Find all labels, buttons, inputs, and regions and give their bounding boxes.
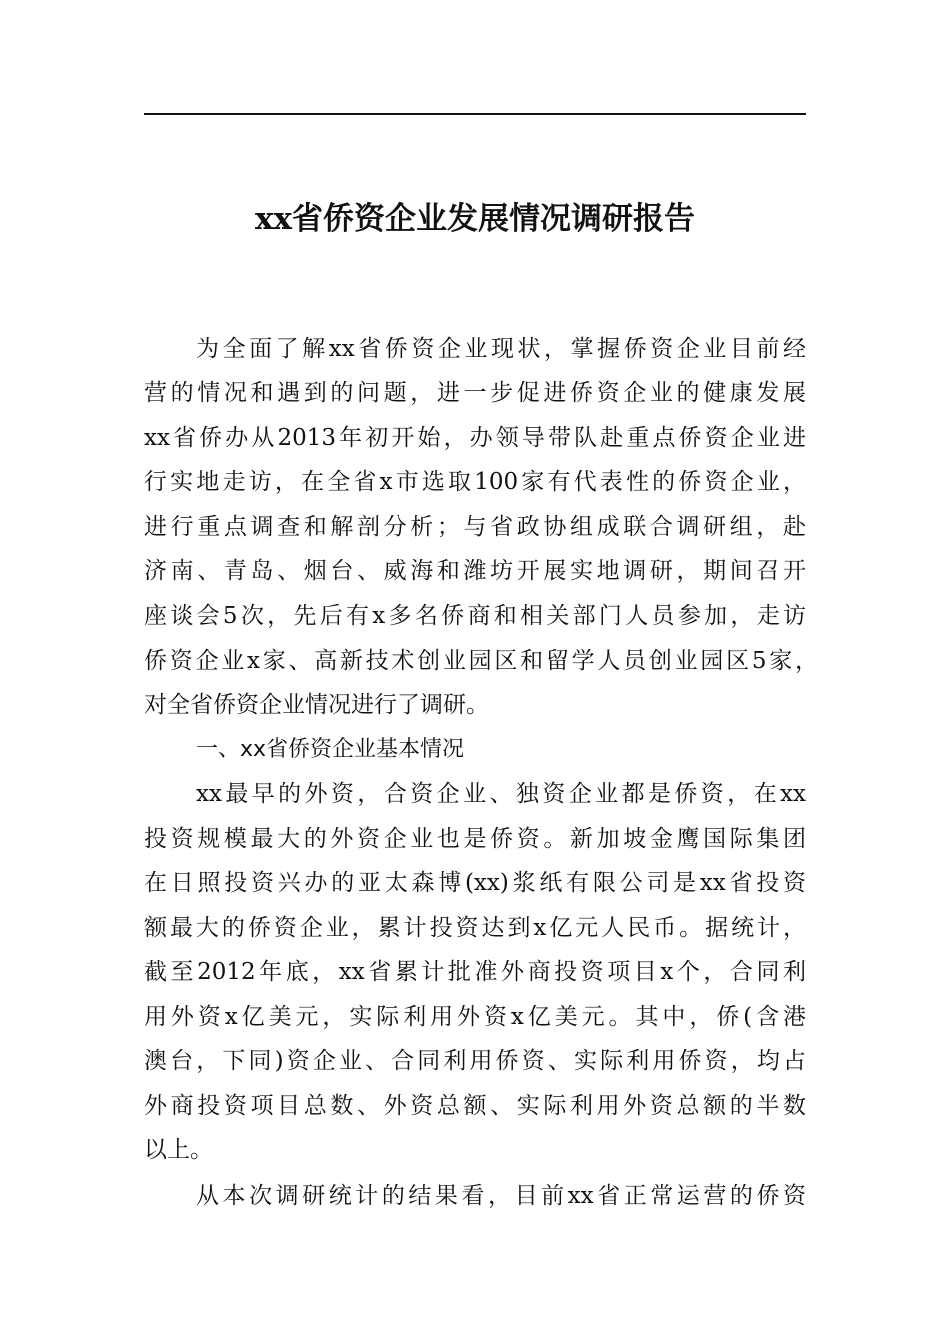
paragraph-2-line-7: 澳台，下同)资企业、合同利用侨资、实际利用侨资，均占 <box>144 1048 806 1074</box>
paragraph-2-line-9: 以上。 <box>144 1137 213 1163</box>
paragraph-1-line-8: 侨资企业x家、高新技术创业园区和留学人员创业园区5家， <box>144 648 818 674</box>
header-rule <box>144 113 806 115</box>
paragraph-2-line-1: xx最早的外资，合资企业、独资企业都是侨资，在xx <box>196 781 806 807</box>
paragraph-2-line-5: 截至2012年底，xx省累计批准外商投资项目x个，合同利 <box>144 959 806 985</box>
paragraph-2-line-3: 在日照投资兴办的亚太森博(xx)浆纸有限公司是xx省投资 <box>144 870 806 896</box>
paragraph-2-line-6: 用外资x亿美元，实际利用外资x亿美元。其中，侨(含港 <box>144 1004 806 1030</box>
document-title: xx省侨资企业发展情况调研报告 <box>255 201 695 237</box>
paragraph-2-line-4: 额最大的侨资企业，累计投资达到x亿元人民币。据统计， <box>144 915 806 941</box>
paragraph-3-line-1: 从本次调研统计的结果看，目前xx省正常运营的侨资 <box>196 1183 806 1209</box>
paragraph-1-line-5: 进行重点调查和解剖分析；与省政协组成联合调研组，赴 <box>144 514 806 540</box>
section-1-heading: 一、xx省侨资企业基本情况 <box>196 737 465 762</box>
paragraph-1-line-1: 为全面了解xx省侨资企业现状，掌握侨资企业目前经 <box>196 336 806 362</box>
paragraph-1-line-2: 营的情况和遇到的问题，进一步促进侨资企业的健康发展 <box>144 380 806 406</box>
paragraph-1-line-9: 对全省侨资企业情况进行了调研。 <box>144 692 489 718</box>
paragraph-1-line-4: 行实地走访，在全省x市选取100家有代表性的侨资企业， <box>144 469 806 495</box>
paragraph-1-line-3: xx省侨办从2013年初开始，办领导带队赴重点侨资企业进 <box>144 425 806 451</box>
paragraph-1-line-6: 济南、青岛、烟台、威海和潍坊开展实地调研，期间召开 <box>144 558 806 584</box>
paragraph-1-line-7: 座谈会5次，先后有x多名侨商和相关部门人员参加，走访 <box>144 603 806 629</box>
paragraph-2-line-2: 投资规模最大的外资企业也是侨资。新加坡金鹰国际集团 <box>144 826 806 852</box>
paragraph-2-line-8: 外商投资项目总数、外资总额、实际利用外资总额的半数 <box>144 1093 806 1119</box>
